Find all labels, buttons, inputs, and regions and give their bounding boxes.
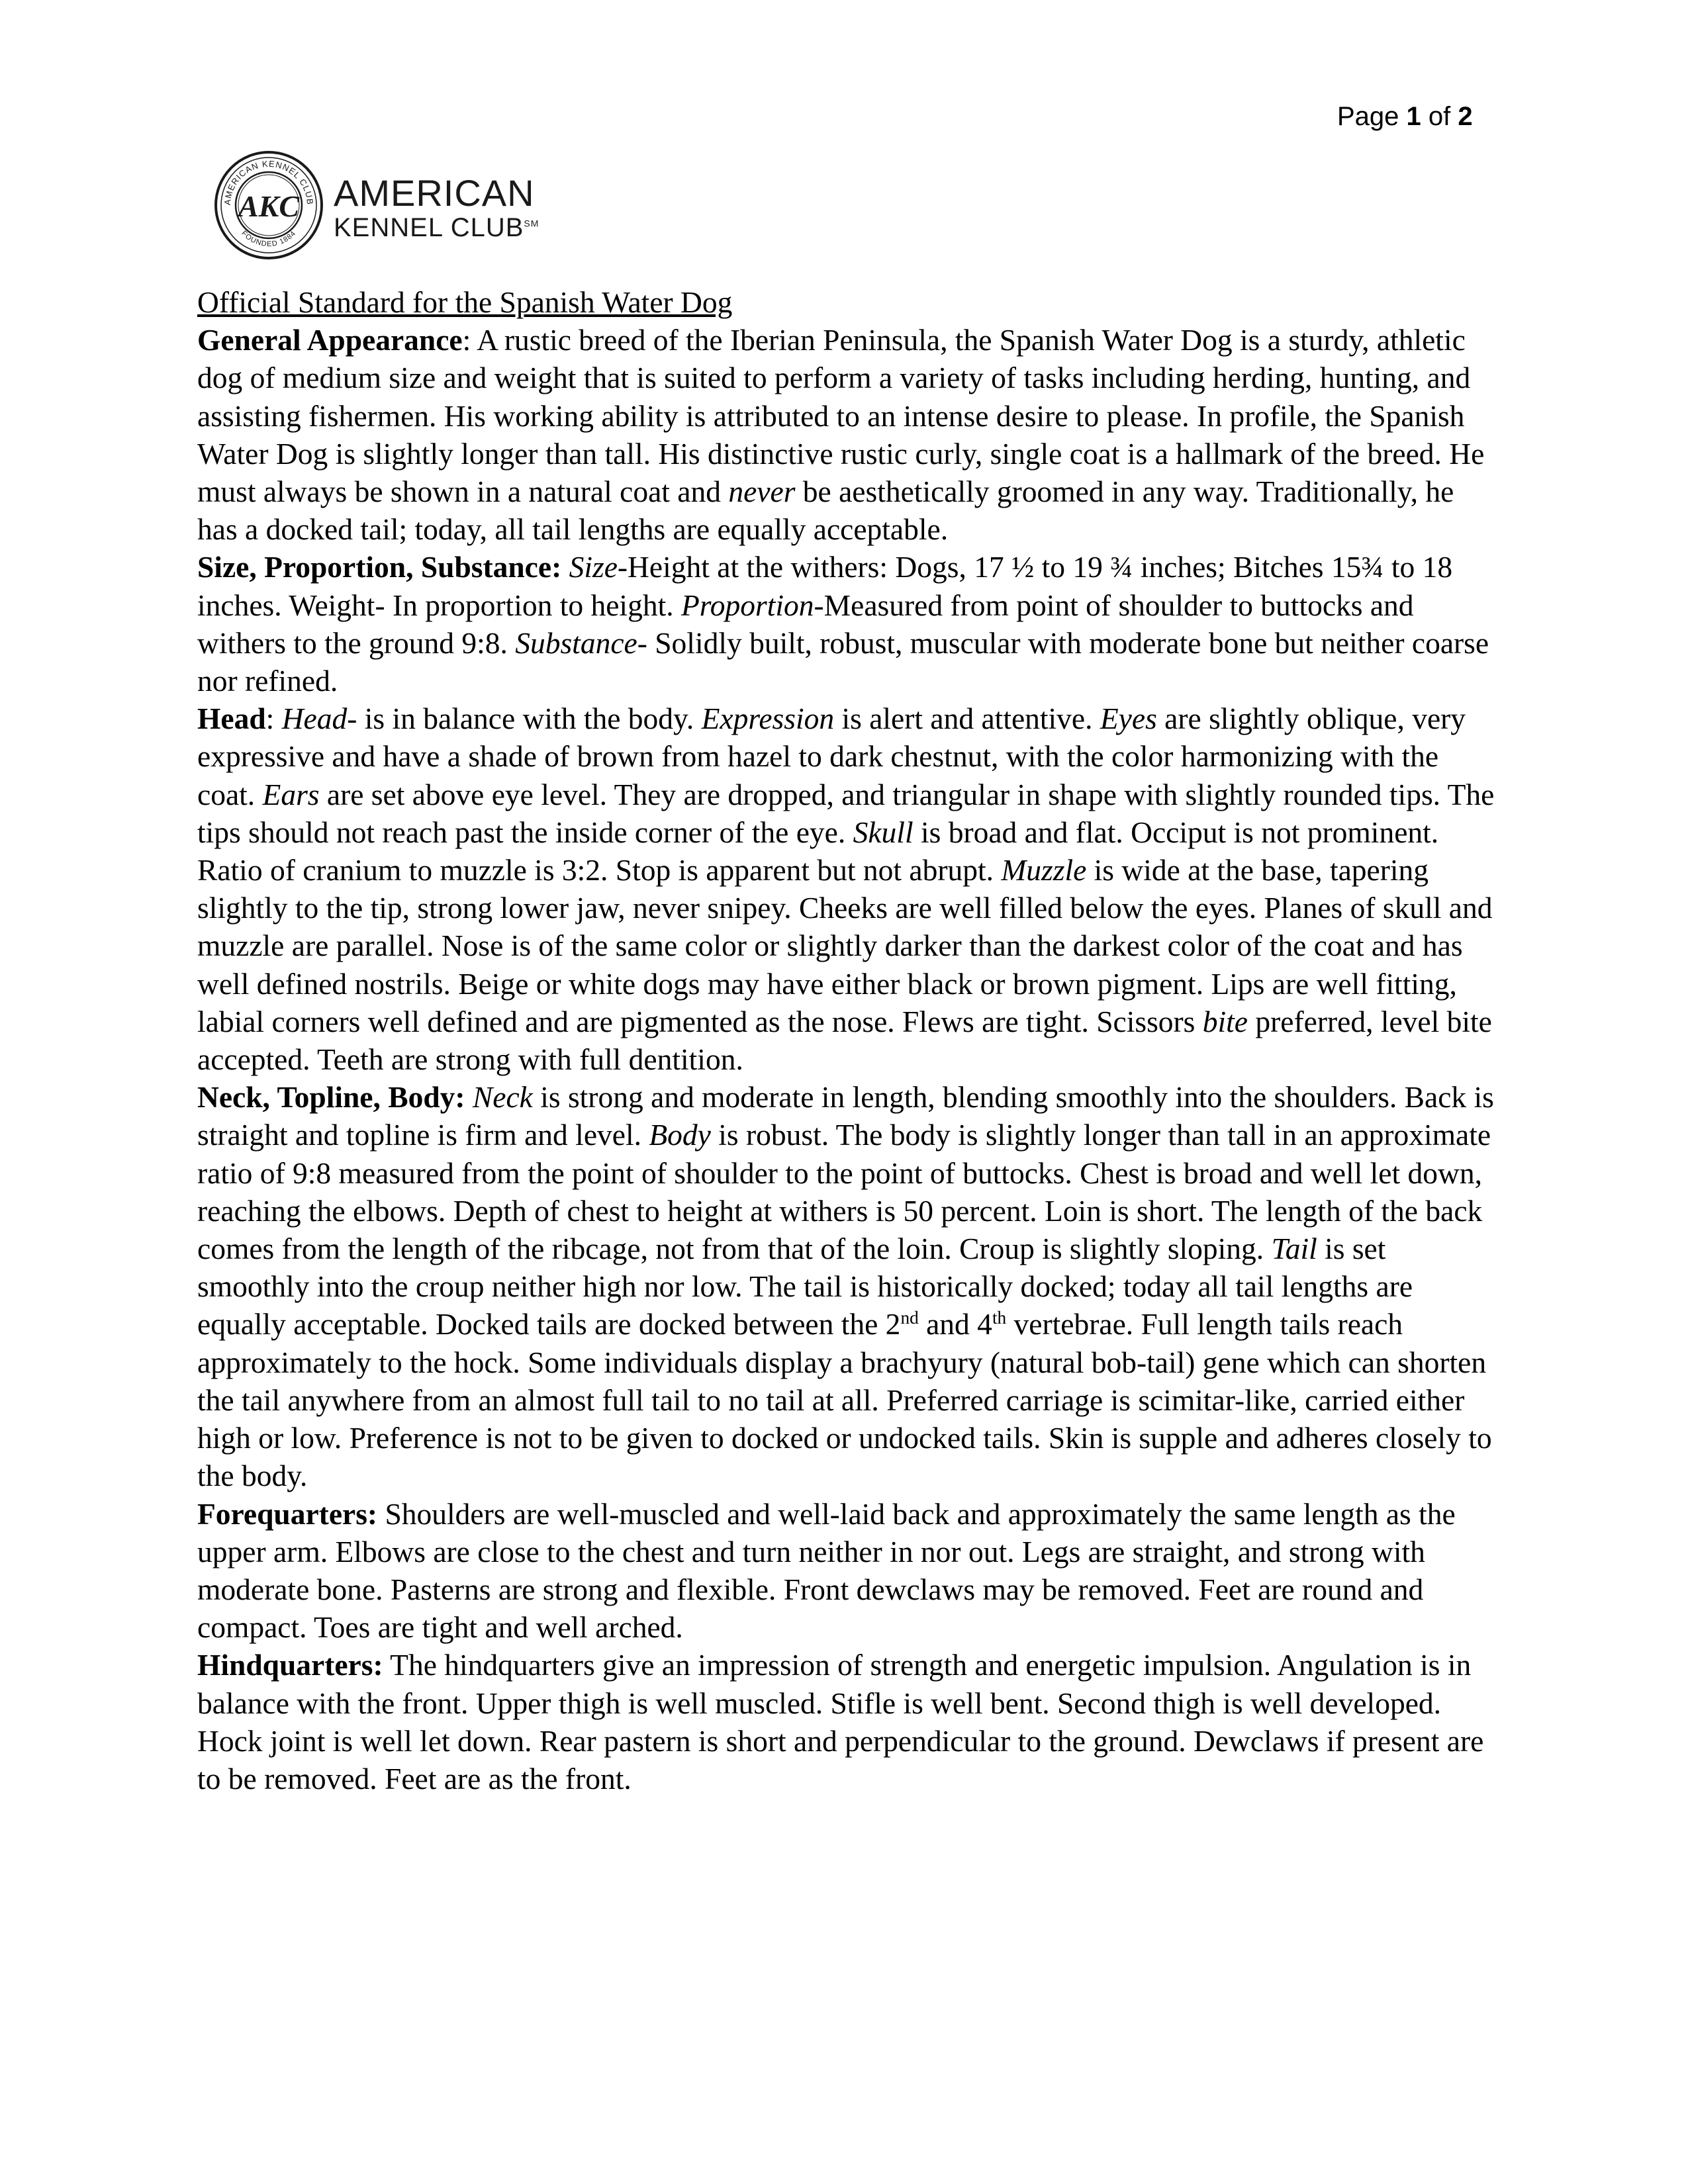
seal-initials: AKC	[238, 189, 300, 223]
logo-line2-text: KENNEL CLUB	[334, 213, 524, 242]
seal-bottom-text: FOUNDED 1884	[240, 229, 298, 249]
section-hindquarters: Hindquarters: The hindquarters give an impression of strength and energetic impulsion. Angulation is in balance with the front. Upper thigh is well muscled. Stifle is well bent. Second thigh is well developed. Hock joint is well let down. Rear pastern is short and perpendicular to the ground. Dewclaws if present are to be removed. Feet are as the front.	[197, 1648, 1484, 1796]
section-label: Forequarters:	[197, 1496, 378, 1531]
service-mark: SM	[524, 218, 539, 229]
logo-line2	[334, 214, 539, 241]
page-total: 2	[1458, 102, 1473, 131]
section-forequarters: Forequarters: Shoulders are well-muscled and well-laid back and approximately the same length as the upper arm. Elbows are close to the chest and turn neither in nor out. Legs are straight, and strong with moderate bone. Pasterns are strong and flexible. Front dewclaws may be removed. Feet are round and compact. Toes are tight and well arched.	[197, 1496, 1456, 1645]
page-current: 1	[1406, 102, 1421, 131]
logo-wordmark	[334, 172, 539, 242]
page-separator: of	[1421, 102, 1458, 131]
section-label: General Appearance	[197, 323, 463, 357]
section-label: Size, Proportion, Substance:	[197, 550, 562, 584]
section-neck-topline-body: Neck, Topline, Body: Neck is strong and moderate in length, blending smoothly into the shoulders. Back is straight and topline is firm and level. Body is robust. The body is slightly longer than tall in an approximate ratio of 9:8 measured from the point of shoulder to the point of buttocks. Chest is broad and well let down, reaching the elbows. Depth of chest to height at withers is 50 percent. Loin is short. The length of the back comes from the length of the ribcage, not from that of the loin. Croup is slightly sloping. Tail is set smoothly into the croup neither high nor low. The tail is historically docked; today all tail lengths are equally acceptable. Docked tails are docked between the 2nd and 4th vertebrae. Full length tails reach approximately to the hock. Some individuals display a brachyury (natural bob-tail) gene which can shorten the tail anywhere from an almost full tail to no tail at all. Preferred carriage is scimitar-like, carried either high or low. Preference is not to be given to docked or undocked tails. Skin is supple and adheres closely to the body.	[197, 1080, 1494, 1493]
logo-line1: AMERICAN	[334, 172, 535, 214]
page-prefix: Page	[1337, 102, 1407, 131]
section-label: Neck, Topline, Body:	[197, 1080, 465, 1115]
akc-logo	[213, 150, 539, 262]
seal-top-text: AMERICAN KENNEL CLUB	[222, 158, 316, 206]
section-size-proportion-substance: Size, Proportion, Substance: Size-Height at the withers: Dogs, 17 ½ to 19 ¾ inches; Bitches 15¾ to 18 inches. Weight- In proportion to height. Proportion-Measured from point of shoulder to buttocks and withers to the ground 9:8. Substance- Solidly built, robust, muscular with moderate bone but neither coarse nor refined.	[197, 550, 1489, 698]
document-title: Official Standard for the Spanish Water Dog	[197, 285, 733, 319]
section-head: Head: Head- is in balance with the body. Expression is alert and attentive. Eyes are slightly oblique, very expressive and have a shade of brown from hazel to dark chestnut, with the color harmonizing with the coat. Ears are set above eye level. They are dropped, and triangular in shape with slightly rounded tips. The tips should not reach past the inside corner of the eye. Skull is broad and flat. Occiput is not prominent. Ratio of cranium to muzzle is 3:2. Stop is apparent but not abrupt. Muzzle is wide at the base, tapering slightly to the tip, strong lower jaw, never snipey. Cheeks are well filled below the eyes. Planes of skull and muzzle are parallel. Nose is of the same color or slightly darker than the darkest color of the coat and has well defined nostrils. Beige or white dogs may have either black or brown pigment. Lips are well fitting, labial corners well defined and are pigmented as the nose. Flews are tight. Scissors bite preferred, level bite accepted. Teeth are strong with full dentition.	[197, 702, 1495, 1077]
section-label: Head	[197, 702, 266, 736]
breed-standard-text	[197, 283, 1495, 1797]
akc-seal-icon	[213, 150, 324, 261]
section-general-appearance: General Appearance: A rustic breed of the Iberian Peninsula, the Spanish Water Dog is a sturdy, athletic dog of medium size and weight that is suited to perform a variety of tasks including herding, hunting, and assisting fishermen. His working ability is attributed to an intense desire to please. In profile, the Spanish Water Dog is slightly longer than tall. His distinctive rustic curly, single coat is a hallmark of the breed. He must always be shown in a natural coat and never be aesthetically groomed in any way. Traditionally, he has a docked tail; today, all tail lengths are equally acceptable.	[197, 323, 1485, 547]
section-label: Hindquarters:	[197, 1648, 383, 1682]
page-number	[1337, 101, 1473, 132]
